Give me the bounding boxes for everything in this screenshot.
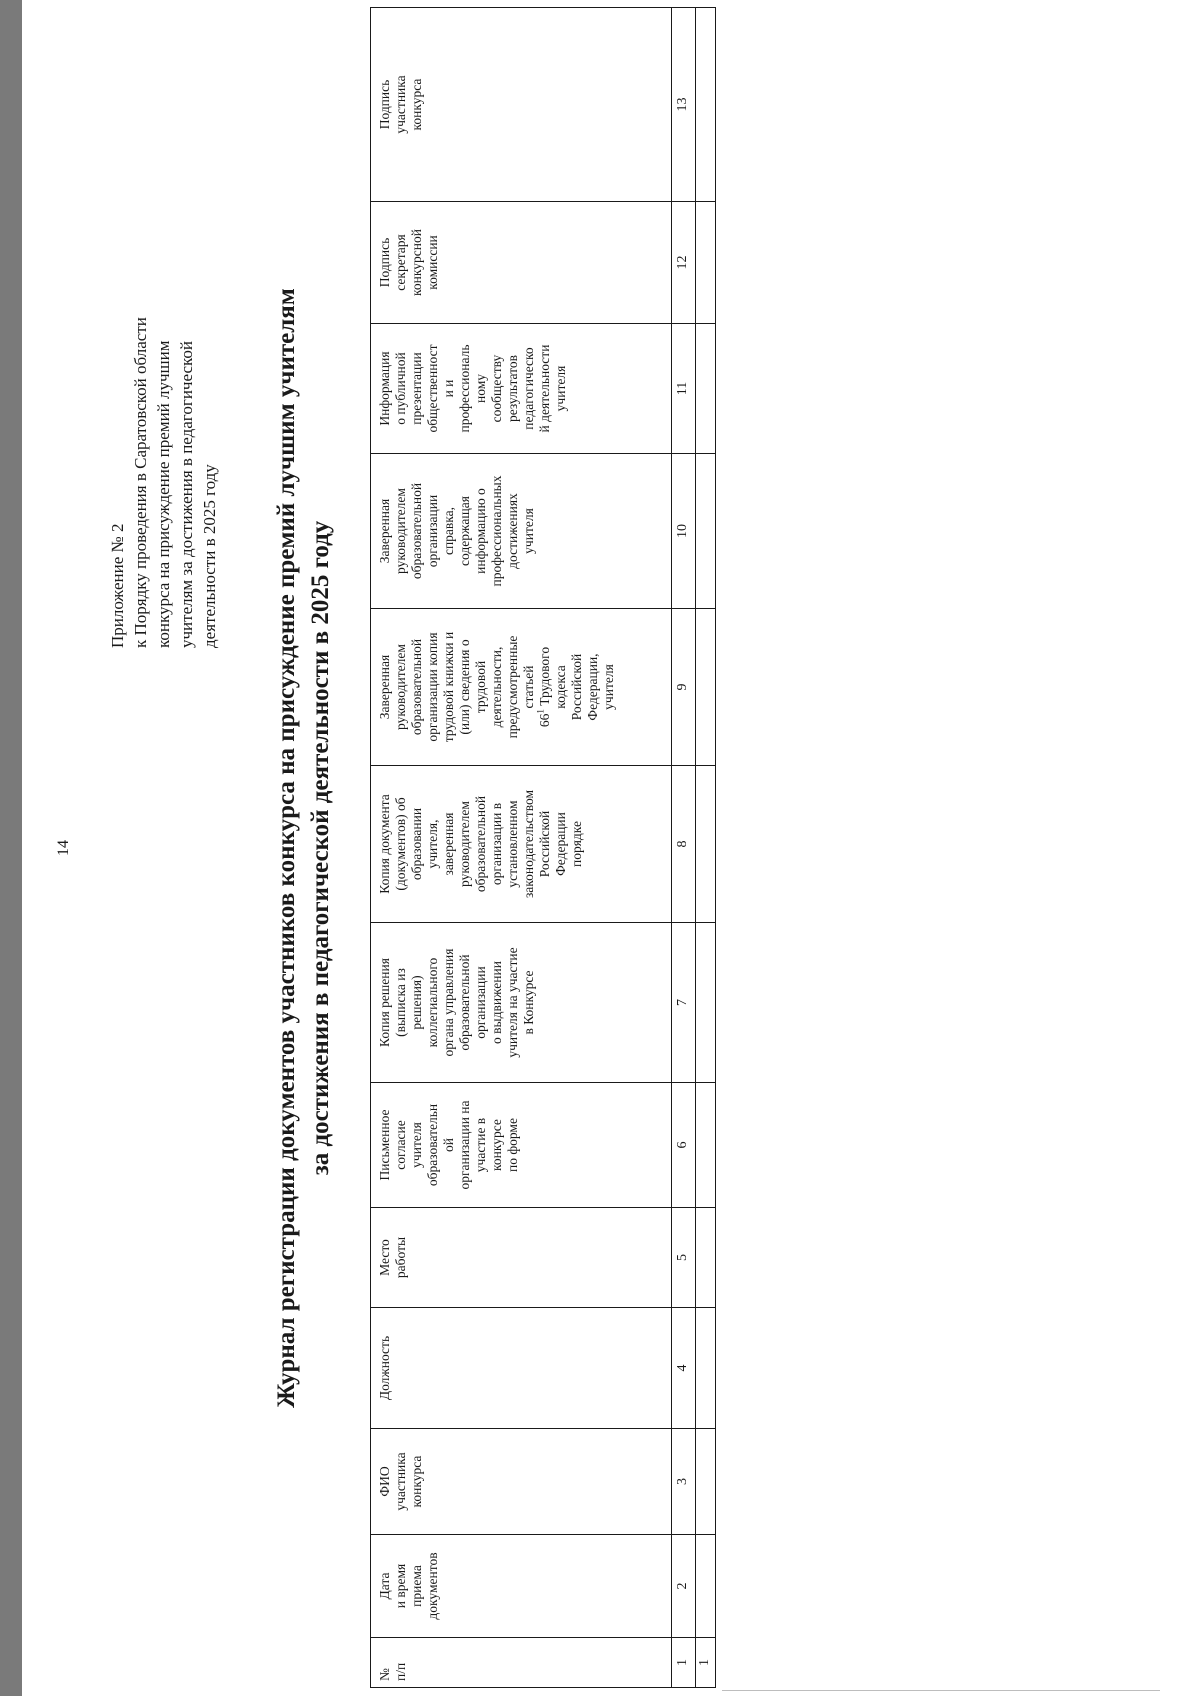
column-number: 11 bbox=[671, 324, 695, 454]
column-number: 5 bbox=[671, 1208, 695, 1308]
column-number-row bbox=[671, 8, 695, 1688]
table-cell bbox=[695, 1308, 715, 1429]
header-cell: Подпись секретаря конкурсной комиссии bbox=[371, 202, 672, 324]
header-cell: Письменное согласие учителя образовательн ой организации на участие в конкурсе по форме bbox=[371, 1083, 672, 1208]
column-number: 6 bbox=[671, 1083, 695, 1208]
table-cell bbox=[695, 8, 715, 202]
column-number: 1 bbox=[671, 1638, 695, 1688]
column-number: 12 bbox=[671, 202, 695, 324]
header-cell: Место работы bbox=[371, 1208, 672, 1308]
column-number: 8 bbox=[671, 766, 695, 923]
data-row bbox=[695, 8, 715, 1688]
table-header-row bbox=[371, 8, 672, 1688]
header-cell: Информация о публичной презентации общественност и и профессиональ ному сообществу результатов педагогическо й деятельности учителя bbox=[371, 324, 672, 454]
page-number: 14 bbox=[55, 840, 72, 856]
superscript: 1 bbox=[535, 709, 546, 714]
table-cell bbox=[695, 324, 715, 454]
column-number: 2 bbox=[671, 1535, 695, 1638]
appendix-line: учителям за достижения в педагогической bbox=[177, 341, 196, 648]
header-cell: ФИО участника конкурса bbox=[371, 1429, 672, 1535]
appendix-line: деятельности в 2025 году bbox=[200, 464, 219, 648]
column-number: 13 bbox=[671, 8, 695, 202]
header-cell: Подпись участника конкурса bbox=[371, 8, 672, 202]
table-cell bbox=[695, 1429, 715, 1535]
header-cell: Дата и время приема документов bbox=[371, 1535, 672, 1638]
column-number: 9 bbox=[671, 609, 695, 766]
title-line-2: за достижения в педагогической деятельности в 2025 году bbox=[307, 520, 334, 1176]
column-number: 3 bbox=[671, 1429, 695, 1535]
appendix-line: конкурса на присуждение премий лучшим bbox=[154, 340, 173, 648]
header-cell: Копия решения (выписка из решения) коллегиального органа управления образовательной организации о выдвижении учителя на участие в Конкурсе bbox=[371, 923, 672, 1083]
header-cell: Заверенная руководителем образовательной организации копия трудовой книжки и (или) сведения о трудовой деятельности, предусмотренные статьей $66^1$ Трудового кодекса Российской Федерации, учителя bbox=[371, 609, 672, 766]
header-cell: Копия документа (документов) об образовании учителя, заверенная руководителем образовательной организации в установленном законодательством Российской Федерации порядке bbox=[371, 766, 672, 923]
table-cell bbox=[695, 1083, 715, 1208]
appendix-line: Приложение № 2 bbox=[108, 523, 127, 648]
table-cell bbox=[695, 1535, 715, 1638]
header-cell: Должность bbox=[371, 1308, 672, 1429]
title-line-1: Журнал регистрации документов участников конкурса на присуждение премий лучшим учителям bbox=[273, 288, 300, 1408]
header-cell: № п/п bbox=[371, 1638, 672, 1688]
header-cell: Заверенная руководителем образовательной организации справка, содержащая информацию о профессиональных достижениях учителя bbox=[371, 454, 672, 609]
column-number: 10 bbox=[671, 454, 695, 609]
table-cell bbox=[695, 923, 715, 1083]
appendix-line: к Порядку проведения в Саратовской области bbox=[131, 317, 150, 648]
table-cell: 1 bbox=[695, 1638, 715, 1688]
table-cell bbox=[695, 766, 715, 923]
document-title bbox=[270, 0, 338, 1696]
appendix-reference bbox=[106, 88, 221, 648]
table-cell bbox=[695, 454, 715, 609]
table-cell bbox=[695, 202, 715, 324]
table-cell bbox=[695, 609, 715, 766]
column-number: 7 bbox=[671, 923, 695, 1083]
table-cell bbox=[695, 1208, 715, 1308]
registration-journal-table bbox=[370, 7, 716, 1688]
column-number: 4 bbox=[671, 1308, 695, 1429]
